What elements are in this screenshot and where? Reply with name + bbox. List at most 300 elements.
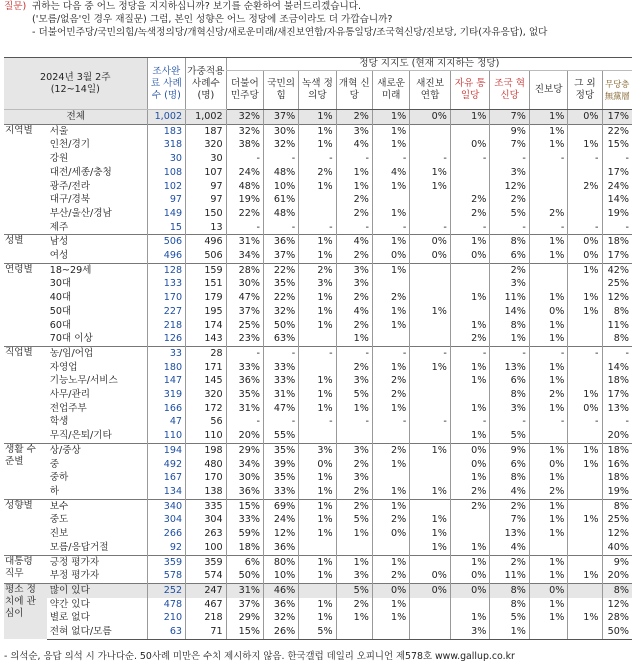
weighted-count-cell: 335 <box>186 499 227 513</box>
party-value-cell: 1% <box>372 235 409 249</box>
table-row <box>4 221 632 235</box>
survey-count-cell: 149 <box>147 207 185 221</box>
party-value-cell <box>450 277 490 291</box>
party-header-9: 진보당 <box>529 71 567 110</box>
survey-count-cell: 578 <box>147 569 185 583</box>
weighted-count-cell: 304 <box>186 513 227 527</box>
party-value-cell: 0% <box>372 249 409 263</box>
party-value-cell: 1% <box>372 499 409 513</box>
party-value-cell: 17% <box>602 110 632 125</box>
party-value-cell: 3% <box>299 277 336 291</box>
table-row <box>4 443 632 457</box>
party-value-cell: 34% <box>226 458 263 472</box>
group-label: 지역별 <box>4 124 47 235</box>
party-value-cell: 1% <box>336 555 372 569</box>
table-row <box>4 471 632 485</box>
row-label: 학생 <box>49 416 69 428</box>
row-label: 별로 없다 <box>49 612 90 624</box>
row-label: 중도 <box>49 514 69 526</box>
party-value-cell: 13% <box>490 361 530 375</box>
party-value-cell: 8% <box>490 598 530 612</box>
party-value-cell: 1% <box>568 569 602 583</box>
party-value-cell: - <box>602 221 632 235</box>
party-value-cell <box>372 625 409 639</box>
party-value-cell: 1% <box>410 541 451 555</box>
weighted-count-cell: 1,002 <box>186 110 227 125</box>
party-value-cell: 2% <box>299 263 336 277</box>
survey-count-cell: 478 <box>147 598 185 612</box>
party-value-cell: 22% <box>226 207 263 221</box>
party-value-cell: 8% <box>602 583 632 597</box>
party-value-cell: 12% <box>602 291 632 305</box>
party-value-cell: 2% <box>336 249 372 263</box>
party-value-cell: 15% <box>226 625 263 639</box>
row-label: 50대 <box>49 305 72 317</box>
party-value-cell <box>372 332 409 346</box>
party-value-cell: - <box>264 346 299 360</box>
party-value-cell <box>410 124 451 138</box>
party-value-cell <box>529 625 567 639</box>
party-value-cell: 8% <box>490 471 530 485</box>
row-label: 18~29세 <box>47 263 147 277</box>
party-value-cell <box>410 374 451 388</box>
party-value-cell: 4% <box>336 138 372 152</box>
party-value-cell: 2% <box>336 110 372 125</box>
party-value-cell: 7% <box>490 110 530 125</box>
party-value-cell: 1% <box>450 374 490 388</box>
party-value-cell: 15% <box>602 138 632 152</box>
party-value-cell: - <box>372 415 409 429</box>
party-value-cell: 18% <box>602 443 632 457</box>
party-value-cell: 35% <box>264 277 299 291</box>
survey-count-cell: 1,002 <box>147 110 185 125</box>
party-value-cell: 1% <box>450 541 490 555</box>
party-value-cell: 15% <box>226 499 263 513</box>
weighted-count-cell: 71 <box>186 625 227 639</box>
party-value-cell: - <box>490 221 530 235</box>
party-value-cell: 0% <box>450 458 490 472</box>
weighted-count-cell: 30 <box>186 152 227 166</box>
party-value-cell: 1% <box>410 443 451 457</box>
party-value-cell: 3% <box>336 124 372 138</box>
table-row <box>4 346 632 360</box>
party-value-cell: 37% <box>226 598 263 612</box>
row-label: 부정 평가자 <box>49 570 100 582</box>
party-value-cell <box>568 124 602 138</box>
party-value-cell <box>568 361 602 375</box>
weighted-count-cell: 263 <box>186 527 227 541</box>
party-value-cell <box>336 625 372 639</box>
party-value-cell: 1% <box>299 499 336 513</box>
table-row <box>4 180 632 194</box>
party-value-cell: 0% <box>450 583 490 597</box>
party-value-cell: 9% <box>490 443 530 457</box>
weighted-count-cell: 107 <box>186 166 227 180</box>
party-value-cell <box>529 180 567 194</box>
table-row <box>4 527 632 541</box>
party-value-cell: 26% <box>264 625 299 639</box>
party-value-cell: 20% <box>226 429 263 443</box>
row-label: 제주 <box>49 221 69 233</box>
survey-count-cell: 252 <box>147 583 185 597</box>
survey-count-cell: 97 <box>147 193 185 207</box>
survey-count-cell: 359 <box>147 555 185 569</box>
row-label: 대구/경북 <box>49 194 91 206</box>
party-value-cell: 1% <box>372 402 409 416</box>
party-value-cell: 32% <box>226 110 263 125</box>
survey-count-cell: 318 <box>147 138 185 152</box>
weighted-count-cell: 574 <box>186 569 227 583</box>
table-row <box>4 291 632 305</box>
party-value-cell: 36% <box>264 541 299 555</box>
party-value-cell: 2% <box>336 319 372 333</box>
party-value-cell: 2% <box>529 388 567 402</box>
weighted-count-cell: 359 <box>186 555 227 569</box>
party-value-cell: 1% <box>529 235 567 249</box>
party-value-cell <box>568 319 602 333</box>
weighted-count-cell: 56 <box>186 415 227 429</box>
party-value-cell <box>529 193 567 207</box>
party-value-cell: 1% <box>410 361 451 375</box>
party-value-cell: 80% <box>264 555 299 569</box>
party-value-cell: 1% <box>529 374 567 388</box>
period-label: 2024년 3월 2주 <box>40 71 111 83</box>
party-value-cell: 1% <box>568 458 602 472</box>
party-value-cell: 17% <box>602 166 632 180</box>
party-value-cell: 48% <box>264 207 299 221</box>
party-value-cell: 1% <box>410 527 451 541</box>
party-value-cell: - <box>529 152 567 166</box>
group-label: 생활 수준별 <box>4 443 47 499</box>
party-value-cell: 1% <box>450 110 490 125</box>
table-row <box>4 361 632 375</box>
row-label: 중 <box>49 458 59 470</box>
table-row <box>4 415 632 429</box>
question-label: 질문) <box>4 1 27 12</box>
survey-count-cell: 194 <box>147 443 185 457</box>
party-value-cell: 1% <box>372 458 409 472</box>
row-label: 부산/울산/경남 <box>49 207 112 219</box>
party-value-cell: 29% <box>226 611 263 625</box>
party-value-cell: 28% <box>602 611 632 625</box>
party-value-cell: 6% <box>490 249 530 263</box>
weighted-count-cell: 159 <box>186 263 227 277</box>
party-value-cell: 36% <box>226 374 263 388</box>
party-value-cell: 1% <box>529 361 567 375</box>
survey-count-cell: 266 <box>147 527 185 541</box>
party-value-cell: 2% <box>450 193 490 207</box>
table-row <box>4 555 632 569</box>
party-value-cell: - <box>410 415 451 429</box>
party-value-cell: 1% <box>529 291 567 305</box>
party-value-cell: - <box>226 415 263 429</box>
table-row <box>4 569 632 583</box>
row-label: 40대 <box>49 292 72 304</box>
party-value-cell: 22% <box>264 291 299 305</box>
period-header <box>4 58 147 110</box>
table-row <box>4 611 632 625</box>
party-value-cell: 1% <box>372 207 409 221</box>
table-row <box>4 263 632 277</box>
group-label: 직업별 <box>4 346 47 443</box>
party-value-cell: 33% <box>264 485 299 499</box>
party-value-cell <box>299 583 336 597</box>
party-value-cell: - <box>568 221 602 235</box>
party-value-cell: 11% <box>490 291 530 305</box>
party-value-cell: - <box>226 346 263 360</box>
party-value-cell: - <box>529 415 567 429</box>
weighted-count-cell: 506 <box>186 249 227 263</box>
table-row <box>4 110 632 125</box>
row-label: 대전/세종/충청 <box>49 166 112 178</box>
party-value-cell: 14% <box>602 361 632 375</box>
table-row <box>4 598 632 612</box>
party-value-cell: - <box>336 221 372 235</box>
party-value-cell: 1% <box>568 138 602 152</box>
party-value-cell: 0% <box>529 305 567 319</box>
party-value-cell: 2% <box>372 513 409 527</box>
party-value-cell: 1% <box>372 361 409 375</box>
group-label: 성별 <box>4 235 47 263</box>
party-value-cell: 31% <box>226 583 263 597</box>
party-value-cell: 5% <box>490 611 530 625</box>
party-value-cell: 17% <box>602 249 632 263</box>
party-value-cell: 2% <box>336 499 372 513</box>
party-value-cell <box>410 291 451 305</box>
row-label: 전체 <box>4 110 147 125</box>
party-value-cell: 1% <box>450 319 490 333</box>
party-value-cell: 1% <box>410 166 451 180</box>
party-value-cell: 1% <box>529 443 567 457</box>
party-value-cell: 1% <box>372 180 409 194</box>
party-value-cell: 1% <box>299 402 336 416</box>
party-value-cell: 31% <box>264 388 299 402</box>
survey-count-cell: 304 <box>147 513 185 527</box>
party-value-cell: 31% <box>226 235 263 249</box>
party-value-cell: 1% <box>299 527 336 541</box>
party-value-cell: 6% <box>226 555 263 569</box>
party-value-cell: - <box>336 346 372 360</box>
party-value-cell: 11% <box>490 569 530 583</box>
party-header-6: 새진보 연합 <box>410 71 451 110</box>
survey-count-cell: 147 <box>147 374 185 388</box>
party-value-cell: - <box>602 346 632 360</box>
party-value-cell: 2% <box>336 291 372 305</box>
party-value-cell: - <box>450 346 490 360</box>
party-value-cell: 47% <box>226 291 263 305</box>
weighted-count-cell: 145 <box>186 374 227 388</box>
weighted-count-cell: 110 <box>186 429 227 443</box>
party-value-cell: 1% <box>336 611 372 625</box>
party-value-cell <box>410 471 451 485</box>
party-value-cell: 1% <box>299 374 336 388</box>
party-value-cell: - <box>490 415 530 429</box>
party-value-cell <box>568 193 602 207</box>
party-value-cell: 0% <box>410 583 451 597</box>
party-value-cell: 20% <box>602 569 632 583</box>
party-value-cell <box>410 193 451 207</box>
party-value-cell: 0% <box>568 235 602 249</box>
party-value-cell: 1% <box>450 402 490 416</box>
table-row <box>4 277 632 291</box>
weighted-count-cell: 187 <box>186 124 227 138</box>
party-value-cell: 3% <box>336 263 372 277</box>
row-label: 70대 이상 <box>49 333 93 345</box>
party-value-cell: 1% <box>490 625 530 639</box>
party-value-cell: 1% <box>299 305 336 319</box>
party-value-cell <box>410 319 451 333</box>
table-row <box>4 124 632 138</box>
party-value-cell: 1% <box>372 555 409 569</box>
party-value-cell: 2% <box>490 499 530 513</box>
party-value-cell: 5% <box>299 625 336 639</box>
party-value-cell: 0% <box>372 527 409 541</box>
party-value-cell <box>568 555 602 569</box>
row-label: 자영업 <box>49 361 78 373</box>
table-row <box>4 485 632 499</box>
party-value-cell: 9% <box>602 555 632 569</box>
survey-count-cell: 492 <box>147 458 185 472</box>
party-value-cell: 33% <box>264 374 299 388</box>
party-value-cell <box>299 361 336 375</box>
party-value-cell: 1% <box>568 291 602 305</box>
table-row <box>4 166 632 180</box>
party-value-cell: 2% <box>450 332 490 346</box>
survey-count-cell: 30 <box>147 152 185 166</box>
party-value-cell: 35% <box>226 388 263 402</box>
party-value-cell: 1% <box>490 332 530 346</box>
party-value-cell: 4% <box>490 485 530 499</box>
row-label: 사무/관리 <box>49 389 91 401</box>
survey-count-cell: 170 <box>147 291 185 305</box>
party-value-cell: 6% <box>490 458 530 472</box>
weighted-count-cell: 218 <box>186 611 227 625</box>
survey-count-cell: 92 <box>147 541 185 555</box>
table-row <box>4 193 632 207</box>
party-value-cell <box>450 527 490 541</box>
party-value-cell: 1% <box>410 513 451 527</box>
party-value-cell: 50% <box>264 319 299 333</box>
party-value-cell: 24% <box>264 513 299 527</box>
party-value-cell: 1% <box>568 388 602 402</box>
party-value-cell: - <box>264 415 299 429</box>
row-label: 중하 <box>49 472 69 484</box>
weighted-count-cell: 174 <box>186 319 227 333</box>
party-value-cell: 2% <box>336 458 372 472</box>
survey-count-cell: 340 <box>147 499 185 513</box>
party-value-cell: 5% <box>490 207 530 221</box>
party-value-cell: 0% <box>410 235 451 249</box>
party-value-cell <box>372 471 409 485</box>
weighted-count-cell: 151 <box>186 277 227 291</box>
party-value-cell: - <box>568 346 602 360</box>
weighted-count-cell: 496 <box>186 235 227 249</box>
party-value-cell: 1% <box>372 138 409 152</box>
party-value-cell: 1% <box>450 235 490 249</box>
party-value-cell: 1% <box>299 124 336 138</box>
party-value-cell: 1% <box>529 598 567 612</box>
party-value-cell: 25% <box>602 513 632 527</box>
party-value-cell: 25% <box>226 319 263 333</box>
party-value-cell: 34% <box>226 249 263 263</box>
survey-count-cell: 108 <box>147 166 185 180</box>
party-value-cell: 25% <box>602 277 632 291</box>
party-value-cell: 8% <box>490 235 530 249</box>
party-value-cell: 19% <box>226 193 263 207</box>
party-value-cell: 1% <box>568 611 602 625</box>
row-label: 긍정 평가자 <box>47 555 147 569</box>
party-value-cell <box>410 138 451 152</box>
party-value-cell: 0% <box>450 569 490 583</box>
party-value-cell: - <box>490 346 530 360</box>
party-value-cell: 12% <box>264 527 299 541</box>
survey-count-cell: 496 <box>147 249 185 263</box>
party-value-cell: 1% <box>299 180 336 194</box>
row-label: 전업주부 <box>49 402 87 414</box>
group-label: 성향별 <box>4 499 47 555</box>
party-value-cell: 1% <box>529 332 567 346</box>
party-value-cell: 1% <box>529 319 567 333</box>
table-row <box>4 249 632 263</box>
survey-count-cell: 183 <box>147 124 185 138</box>
party-value-cell: 1% <box>529 569 567 583</box>
party-value-cell: 2% <box>336 193 372 207</box>
party-value-cell: 1% <box>529 124 567 138</box>
party-value-cell <box>568 499 602 513</box>
party-value-cell: - <box>410 346 451 360</box>
table-row <box>4 402 632 416</box>
period-sub-label: (12~14일) <box>50 83 100 95</box>
party-value-cell: 3% <box>336 277 372 291</box>
party-header-11: 무당층 無黨層 <box>602 71 632 110</box>
party-value-cell: - <box>264 221 299 235</box>
party-value-cell: 12% <box>490 180 530 194</box>
party-value-cell <box>372 277 409 291</box>
party-value-cell: 13% <box>602 402 632 416</box>
weighted-count-cell: 171 <box>186 361 227 375</box>
party-value-cell: 8% <box>602 332 632 346</box>
survey-count-cell: 134 <box>147 485 185 499</box>
party-value-cell <box>568 166 602 180</box>
weighted-count-cell: 150 <box>186 207 227 221</box>
weighted-count-cell: 100 <box>186 541 227 555</box>
party-header-1: 더불어 민주당 <box>226 71 263 110</box>
party-value-cell: 1% <box>299 235 336 249</box>
party-value-cell: 4% <box>336 235 372 249</box>
party-value-cell <box>410 277 451 291</box>
party-value-cell: 14% <box>490 305 530 319</box>
party-value-cell <box>372 541 409 555</box>
party-value-cell: 1% <box>568 305 602 319</box>
party-value-cell: 16% <box>602 458 632 472</box>
party-value-cell <box>568 485 602 499</box>
question-line-1: 귀하는 다음 중 어느 정당을 지지하십니까? 보기를 순환하여 불러드리겠습니다. <box>32 1 362 12</box>
party-value-cell: 2% <box>372 374 409 388</box>
party-value-cell: 1% <box>529 138 567 152</box>
row-label: 60대 <box>49 319 72 331</box>
party-value-cell <box>529 429 567 443</box>
party-value-cell: 3% <box>336 471 372 485</box>
survey-count-cell: 102 <box>147 180 185 194</box>
party-value-cell: 1% <box>372 263 409 277</box>
row-label: 무직/은퇴/기타 <box>49 430 112 442</box>
party-value-cell: 1% <box>336 166 372 180</box>
party-value-cell: 0% <box>410 569 451 583</box>
party-value-cell: 5% <box>336 583 372 597</box>
party-value-cell: 5% <box>336 388 372 402</box>
party-value-cell: 2% <box>529 207 567 221</box>
party-value-cell: 4% <box>336 305 372 319</box>
